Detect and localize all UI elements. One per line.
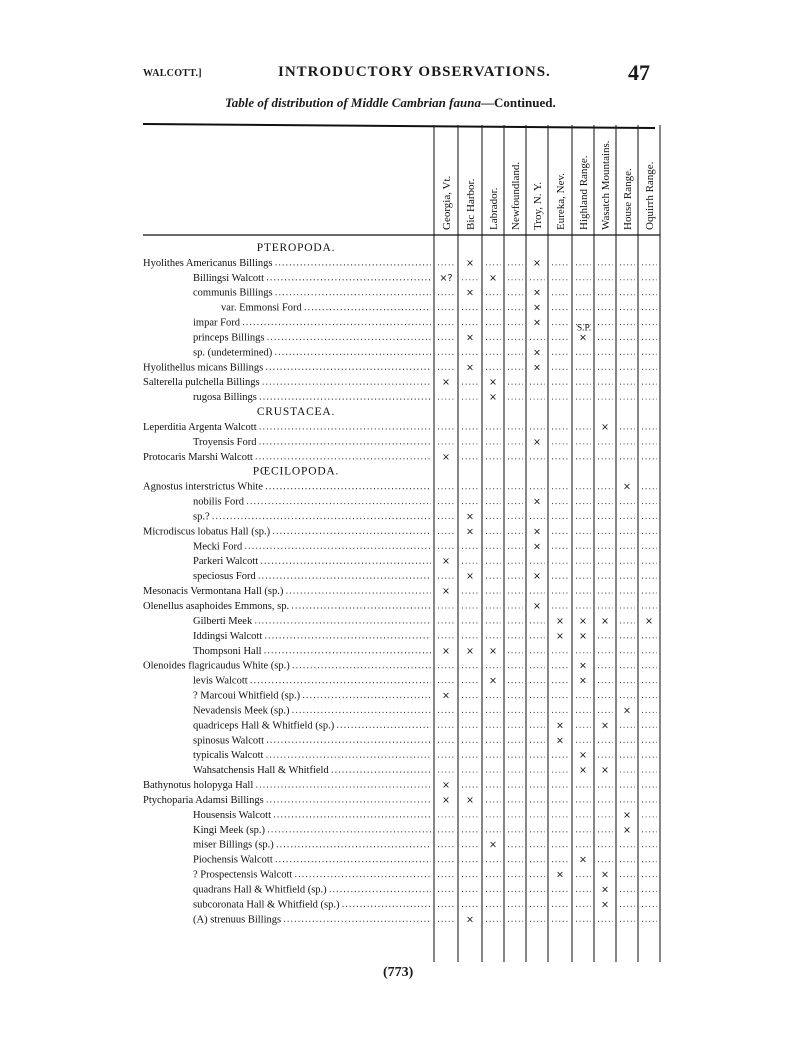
occurrence-mark: × [601, 884, 609, 896]
section-heading: PŒCILOPODA. [252, 465, 340, 478]
cell-note: S.P. [576, 323, 592, 334]
species-label: Protocaris Marshi Walcott [143, 451, 253, 463]
occurrence-mark: × [466, 794, 474, 806]
column-header: Eureka, Nev. [555, 172, 567, 230]
species-label: Troyensis Ford [193, 436, 257, 448]
species-label: sp. (undetermined) [193, 347, 273, 359]
occurrence-mark: × [489, 272, 497, 284]
species-label: spinosus Walcott [193, 735, 265, 747]
occurrence-mark: × [579, 765, 587, 777]
occurrence-mark: × [442, 780, 450, 792]
species-label: Olenoides flagricaudus White (sp.) [143, 660, 290, 672]
occurrence-mark: × [579, 750, 587, 762]
occurrence-mark: × [442, 690, 450, 702]
footer-page-number: (773) [383, 965, 414, 980]
species-label: rugosa Billings [193, 392, 257, 404]
occurrence-mark: × [533, 496, 541, 508]
occurrence-mark: × [623, 824, 631, 836]
occurrence-mark: × [442, 556, 450, 568]
species-label: var. Emmonsi Ford [221, 302, 302, 314]
species-label: communis Billings [193, 287, 273, 299]
species-label: Billingsi Walcott [193, 272, 265, 284]
species-label: quadrans Hall & Whitfield (sp.) [193, 884, 327, 896]
species-label: Iddingsi Walcott [193, 630, 263, 642]
species-label: Housensis Walcott [193, 809, 271, 821]
species-label: Mecki Ford [193, 541, 243, 553]
occurrence-mark: × [579, 615, 587, 627]
occurrence-mark: × [466, 362, 474, 374]
occurrence-mark: × [579, 332, 587, 344]
column-header: Newfoundland. [510, 161, 522, 230]
species-label: quadriceps Hall & Whitfield (sp.) [193, 720, 335, 732]
species-label: impar Ford [193, 317, 240, 329]
species-label: Gilberti Meek [193, 615, 253, 627]
occurrence-mark: × [533, 287, 541, 299]
occurrence-mark: × [645, 615, 653, 627]
occurrence-mark: × [601, 869, 609, 881]
species-label: levis Walcott [193, 675, 248, 687]
occurrence-mark: × [533, 436, 541, 448]
occurrence-mark: × [466, 526, 474, 538]
occurrence-mark: × [489, 645, 497, 657]
species-label: Ptychoparia Adamsi Billings [143, 794, 264, 806]
species-label: Piochensis Walcott [193, 854, 273, 866]
occurrence-mark: × [466, 571, 474, 583]
species-label: speciosus Ford [193, 571, 256, 583]
column-header: Labrador. [488, 187, 500, 230]
species-label: Bathynotus holopyga Hall [143, 780, 254, 792]
occurrence-mark: × [466, 332, 474, 344]
column-header: Troy, N. Y. [532, 181, 544, 230]
occurrence-mark: × [533, 257, 541, 269]
occurrence-mark: × [489, 392, 497, 404]
species-label: miser Billings (sp.) [193, 839, 274, 851]
occurrence-mark: × [556, 735, 564, 747]
species-label: nobilis Ford [193, 496, 245, 508]
section-heading: PTEROPODA. [256, 241, 336, 254]
occurrence-mark: × [533, 347, 541, 359]
occurrence-mark: × [623, 809, 631, 821]
occurrence-mark: × [466, 914, 474, 926]
occurrence-mark: × [601, 720, 609, 732]
occurrence-mark: × [623, 705, 631, 717]
occurrence-mark: × [601, 421, 609, 433]
species-label: Thompsoni Hall [193, 645, 262, 657]
occurrence-mark: × [489, 839, 497, 851]
species-label: Mesonacis Vermontana Hall (sp.) [143, 586, 284, 598]
column-header: House Range. [622, 168, 634, 230]
species-label: Microdiscus lobatus Hall (sp.) [143, 526, 271, 538]
species-label: Salterella pulchella Billings [143, 377, 260, 389]
species-label: Kingi Meek (sp.) [193, 824, 266, 836]
species-label: subcoronata Hall & Whitfield (sp.) [193, 899, 340, 911]
occurrence-mark: × [579, 660, 587, 672]
table-caption-main: Table of distribution of Middle Cambrian fauna [225, 95, 481, 110]
occurrence-mark: × [579, 675, 587, 687]
occurrence-mark: × [623, 481, 631, 493]
running-head-title: INTRODUCTORY OBSERVATIONS. [278, 64, 551, 80]
table-top-rule [143, 124, 655, 128]
occurrence-mark: × [466, 257, 474, 269]
occurrence-mark: × [489, 377, 497, 389]
page-number: 47 [628, 60, 650, 85]
occurrence-mark: × [442, 645, 450, 657]
occurrence-mark: × [601, 615, 609, 627]
occurrence-mark: × [533, 362, 541, 374]
column-header: Bic Harbor. [465, 178, 477, 230]
occurrence-mark: × [533, 526, 541, 538]
species-label: princeps Billings [193, 332, 265, 344]
occurrence-mark: × [533, 302, 541, 314]
occurrence-mark: × [466, 287, 474, 299]
species-label: Olenellus asaphoides Emmons, sp. [143, 601, 290, 612]
occurrence-mark: × [466, 645, 474, 657]
occurrence-mark: ×? [439, 272, 453, 284]
occurrence-mark: × [556, 630, 564, 642]
occurrence-mark: × [556, 615, 564, 627]
species-label: Agnostus interstrictus White [143, 481, 263, 493]
occurrence-mark: × [466, 511, 474, 523]
species-label: Hyolithellus micans Billings [143, 362, 264, 374]
species-label: Nevadensis Meek (sp.) [193, 705, 290, 717]
species-label: Leperditia Argenta Walcott [143, 421, 257, 433]
species-label: Hyolithes Americanus Billings [143, 257, 273, 269]
table-caption-suffix: —Continued. [480, 95, 556, 110]
occurrence-mark: × [579, 630, 587, 642]
species-label: Parkeri Walcott [193, 556, 259, 568]
species-label: typicalis Walcott [193, 750, 264, 762]
occurrence-mark: × [533, 541, 541, 553]
running-head-author: WALCOTT.] [143, 68, 202, 79]
occurrence-mark: × [579, 854, 587, 866]
occurrence-mark: × [556, 869, 564, 881]
section-heading: CRUSTACEA. [256, 406, 336, 419]
occurrence-mark: × [533, 317, 541, 329]
species-label: ? Marcoui Whitfield (sp.) [193, 690, 301, 702]
occurrence-mark: × [442, 451, 450, 463]
occurrence-mark: × [442, 377, 450, 389]
column-header: Highland Range. [578, 155, 590, 230]
species-label: ? Prospectensis Walcott [193, 869, 293, 881]
column-header: Georgia, Vt. [441, 175, 453, 230]
species-label: (A) strenuus Billings [193, 914, 282, 926]
species-label: Wahsatchensis Hall & Whitfield [193, 765, 329, 777]
species-label: sp.? [193, 511, 210, 523]
occurrence-mark: × [489, 675, 497, 687]
occurrence-mark: × [442, 794, 450, 806]
occurrence-mark: × [601, 765, 609, 777]
occurrence-mark: × [533, 571, 541, 583]
occurrence-mark: × [601, 899, 609, 911]
occurrence-mark: × [556, 720, 564, 732]
column-header: Wasatch Mountains. [600, 140, 612, 230]
occurrence-mark: × [533, 601, 541, 612]
column-header: Oquirrh Range. [644, 161, 656, 230]
occurrence-mark: × [442, 586, 450, 598]
